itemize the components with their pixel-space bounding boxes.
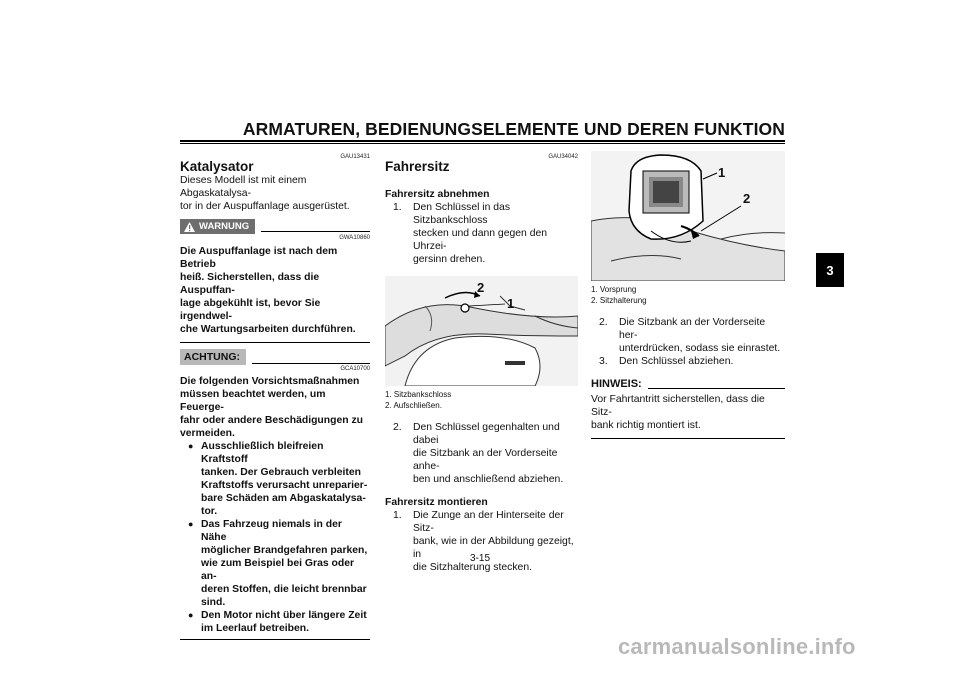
step-item: 1. Die Zunge an der Hinterseite der Sitz- bank, wie in der Abbildung gezeigt, in die Sitzhalterung stecken. [393,510,574,573]
step-item: 1. Den Schlüssel in das Sitzbankschloss stecken und dann gegen den Uhrzei- gersinn drehen. [393,202,548,265]
bullet-item: ● Ausschließlich bleifreien Kraftstoff tanken. Der Gebrauch verbleiten Kraftstoffs verursacht unreparier- bare Schäden am Abgaskatalysa- tor. [180,440,370,518]
bullet-icon: ● [188,441,194,451]
column-katalysator [180,154,370,640]
step-item: 2. Die Sitzbank an der Vorderseite her- unterdrücken, sodass sie einrastet. [599,317,781,354]
seat-holder-illustration [591,151,785,281]
bullet-icon: ● [188,519,194,529]
section-code: GAU13431 [340,154,370,160]
subheading-montieren: Fahrersitz montieren [385,497,488,508]
warning-rule [261,231,370,232]
figure-captions: 1. Vorsprung 2. Sitzhalterung [591,285,647,305]
warning-code: GWA10860 [339,235,370,241]
hinweis-end-rule [591,438,785,439]
figure-callout: 2 [743,191,751,206]
step-item: 2. Den Schlüssel gegenhalten und dabei die Sitzbank an der Vorderseite anhe- ben und anschließend abziehen. [393,422,564,485]
column-fahrersitz-cont [591,151,785,439]
page-number: 3-15 [469,553,490,564]
hinweis-rule [648,388,785,389]
warning-header [180,219,370,234]
page-header-title: ARMATUREN, BEDIENUNGSELEMENTE UND DEREN FUNKTION [242,119,785,139]
achtung-end-rule [180,639,370,640]
figure-seat-lock [385,276,578,386]
bullet-item: ● Den Motor nicht über längere Zeit im Leerlauf betreiben. [180,609,370,635]
warning-triangle-icon [184,222,195,232]
step-item: 3. Den Schlüssel abziehen. [599,356,734,367]
column-fahrersitz [385,154,578,574]
header-rule [180,140,785,142]
chapter-tab: 3 [816,253,844,287]
hinweis-text: Vor Fahrtantritt sicherstellen, dass die Sitz- bank richtig montiert ist. [591,394,765,431]
header-rule-thin [180,143,785,144]
section-heading-katalysator: Katalysator [180,159,254,174]
achtung-bullets [180,440,370,635]
watermark: carmanualsonline.info [618,634,856,659]
achtung-badge: ACHTUNG: [180,349,246,365]
warning-text: Die Auspuffanlage ist nach dem Betrieb heiß. Sicherstellen, dass die Auspuffan- lage abgekühlt ist, bevor Sie irgendwel- che Wartungsarbeiten durchführen. [180,246,356,335]
bullet-icon: ● [188,610,194,620]
figure-callout: 2 [477,280,485,295]
subheading-abnehmen: Fahrersitz abnehmen [385,189,490,200]
figure-captions: 1. Sitzbankschloss 2. Aufschließen. [385,390,452,410]
warning-end-rule [180,342,370,343]
intro-text: Dieses Modell ist mit einem Abgaskatalysa- tor in der Auspuffanlage ausgerüstet. [180,175,350,212]
achtung-rule [252,363,370,364]
hinweis-header [591,378,785,390]
achtung-header [180,349,370,365]
figure-callout: 1 [718,165,726,180]
hinweis-label: HINWEIS: [591,378,642,390]
section-code: GAU34042 [548,154,578,160]
bullet-item: ● Das Fahrzeug niemals in der Nähe möglicher Brandgefahren parken, wie zum Beispiel bei Gras oder an- deren Stoffen, die leicht brennbar sind. [180,518,370,609]
figure-callout: 1 [507,296,515,311]
achtung-text: Die folgenden Vorsichtsmaßnahmen müssen beachtet werden, um Feuerge- fahr oder andere Beschädigungen zu vermeiden. [180,376,364,439]
section-heading-fahrersitz: Fahrersitz [385,159,450,174]
warning-badge: WARNUNG [180,219,255,234]
figure-seat-holder [591,151,785,281]
achtung-code: GCA10700 [340,366,370,372]
